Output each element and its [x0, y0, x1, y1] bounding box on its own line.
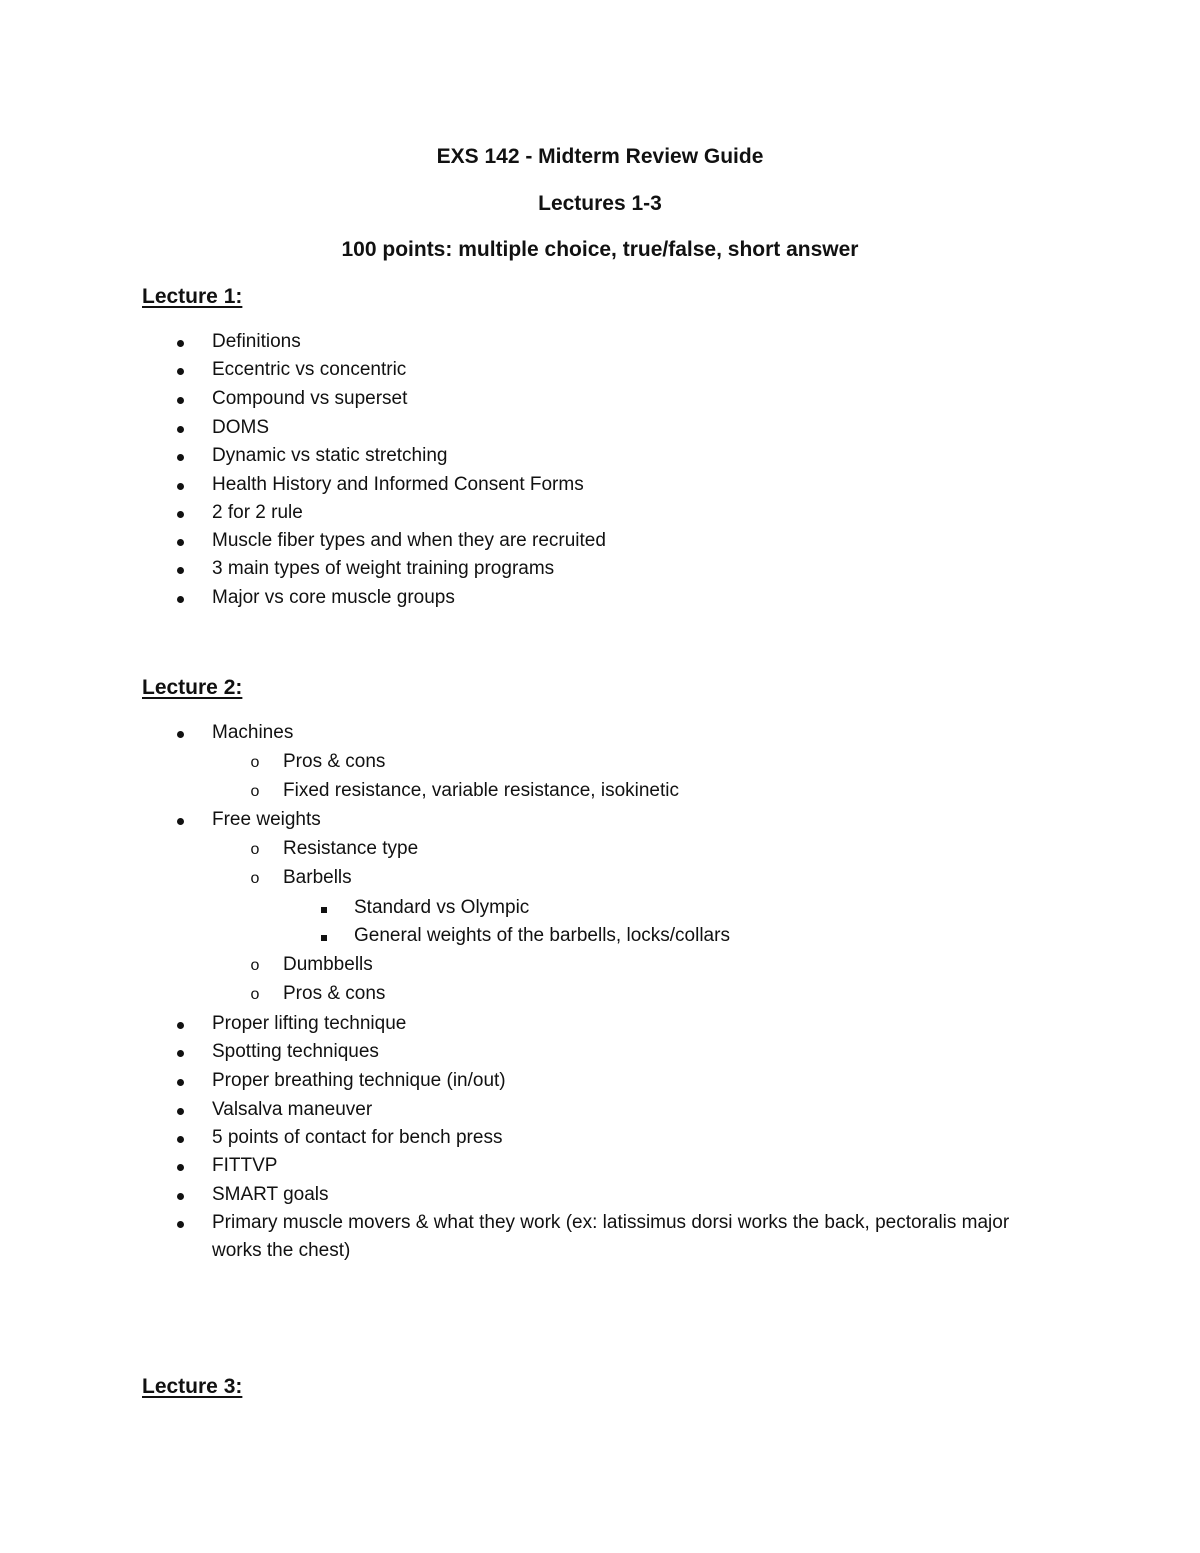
bullet-icon [172, 1211, 188, 1235]
list-item: Muscle fiber types and when they are recruited [212, 529, 606, 553]
list-item: 3 main types of weight training programs [212, 557, 554, 581]
lecture-1-heading: Lecture 1: [142, 285, 243, 308]
list-item: Dynamic vs static stretching [212, 444, 447, 468]
square-bullet-icon [316, 896, 332, 920]
list-item: FITTVP [212, 1154, 277, 1178]
bullet-icon [172, 416, 188, 440]
list-item: Spotting techniques [212, 1040, 379, 1064]
circle-bullet-icon: o [250, 870, 260, 887]
list-item: Major vs core muscle groups [212, 586, 455, 610]
sub-list-item: o Dumbbells [283, 953, 373, 977]
list-item: Valsalva maneuver [212, 1098, 372, 1122]
bullet-icon [172, 808, 188, 832]
circle-bullet-icon: o [250, 957, 260, 974]
sub-sub-list-item: Standard vs Olympic [354, 896, 529, 920]
circle-bullet-icon: o [250, 754, 260, 771]
document-subtitle: Lectures 1-3 [538, 192, 662, 215]
list-item: 5 points of contact for bench press [212, 1126, 502, 1150]
bullet-icon [172, 1069, 188, 1093]
list-item: Proper lifting technique [212, 1012, 406, 1036]
list-item: Free weights [212, 808, 321, 832]
circle-bullet-icon: o [250, 986, 260, 1003]
list-item: SMART goals [212, 1183, 329, 1207]
bullet-icon [172, 586, 188, 610]
sub-list-item: o Pros & cons [283, 982, 385, 1006]
sub-list-item: o Barbells [283, 866, 352, 890]
list-item: Proper breathing technique (in/out) [212, 1069, 506, 1093]
lecture-3-heading: Lecture 3: [142, 1375, 243, 1398]
bullet-icon [172, 473, 188, 497]
sub-list-item: o Resistance type [283, 837, 418, 861]
bullet-icon [172, 557, 188, 581]
lecture-2-heading: Lecture 2: [142, 676, 243, 699]
bullet-icon [172, 1154, 188, 1178]
bullet-icon [172, 1012, 188, 1036]
points-line: 100 points: multiple choice, true/false, short answer [341, 238, 859, 261]
sub-list-item: o Fixed resistance, variable resistance, isokinetic [283, 779, 679, 803]
bullet-icon [172, 529, 188, 553]
bullet-icon [172, 444, 188, 468]
list-item: Eccentric vs concentric [212, 358, 406, 382]
bullet-icon [172, 1126, 188, 1150]
list-item: Compound vs superset [212, 387, 407, 411]
bullet-icon [172, 1183, 188, 1207]
bullet-icon [172, 721, 188, 745]
circle-bullet-icon: o [250, 841, 260, 858]
list-item: Machines [212, 721, 293, 745]
list-item-continuation: works the chest) [212, 1240, 351, 1261]
bullet-icon [172, 358, 188, 382]
list-item: Definitions [212, 330, 301, 354]
list-item: DOMS [212, 416, 269, 440]
bullet-icon [172, 1098, 188, 1122]
sub-sub-list-item: General weights of the barbells, locks/collars [354, 924, 730, 948]
circle-bullet-icon: o [250, 783, 260, 800]
list-item: Primary muscle movers & what they work (ex: latissimus dorsi works the back, pectoralis major [212, 1211, 1009, 1235]
bullet-icon [172, 501, 188, 525]
list-item: Health History and Informed Consent Forms [212, 473, 584, 497]
sub-list-item: o Pros & cons [283, 750, 385, 774]
bullet-icon [172, 387, 188, 411]
document-title: EXS 142 - Midterm Review Guide [436, 145, 764, 168]
bullet-icon [172, 1040, 188, 1064]
list-item: 2 for 2 rule [212, 501, 303, 525]
bullet-icon [172, 330, 188, 354]
square-bullet-icon [316, 924, 332, 948]
